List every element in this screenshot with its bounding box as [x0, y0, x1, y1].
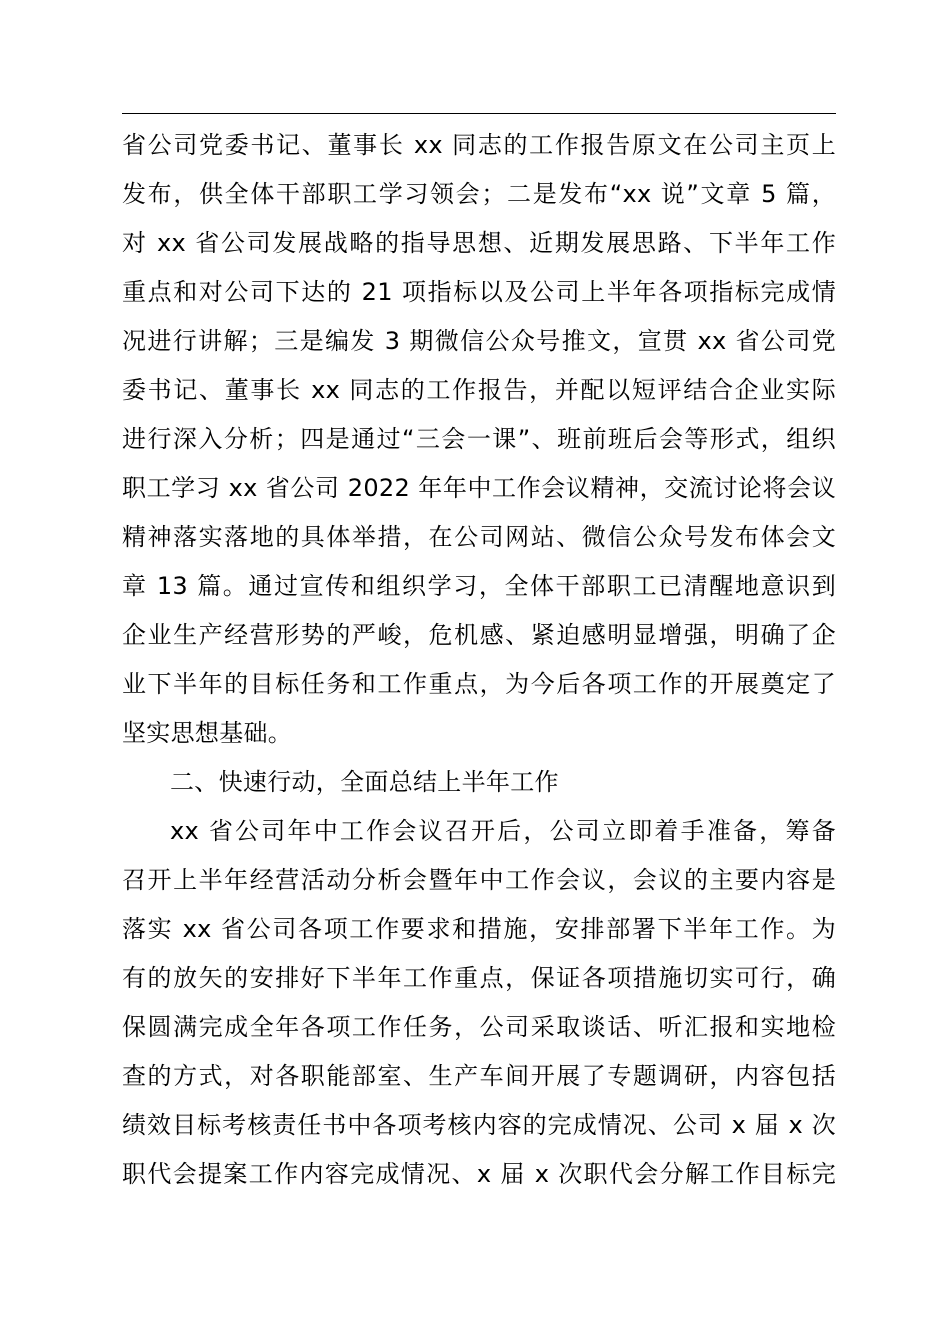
text-line: 业下半年的目标任务和工作重点，为今后各项工作的开展奠定了	[122, 670, 836, 698]
text-line: 召开上半年经营活动分析会暨年中工作会议，会议的主要内容是	[122, 866, 836, 894]
text-line: 对 xx 省公司发展战略的指导思想、近期发展思路、下半年工作	[122, 229, 836, 257]
text-line: 委书记、董事长 xx 同志的工作报告，并配以短评结合企业实际	[122, 376, 836, 404]
text-line: 重点和对公司下达的 21 项指标以及公司上半年各项指标完成情	[122, 278, 836, 306]
section-heading: 二、快速行动，全面总结上半年工作	[170, 768, 559, 796]
text-line: 省公司党委书记、董事长 xx 同志的工作报告原文在公司主页上	[122, 131, 836, 159]
text-line: 进行深入分析；四是通过“三会一课”、班前班后会等形式，组织	[122, 425, 836, 453]
text-line: 有的放矢的安排好下半年工作重点，保证各项措施切实可行，确	[122, 964, 836, 992]
text-line: 发布，供全体干部职工学习领会；二是发布“xx 说”文章 5 篇，	[122, 180, 836, 208]
text-line: 绩效目标考核责任书中各项考核内容的完成情况、公司 x 届 x 次	[122, 1111, 836, 1139]
text-line: 保圆满完成全年各项工作任务，公司采取谈话、听汇报和实地检	[122, 1013, 836, 1041]
text-line: 查的方式，对各职能部室、生产车间开展了专题调研，内容包括	[122, 1062, 836, 1090]
paragraph-1	[122, 121, 836, 758]
header-rule	[122, 113, 836, 114]
text-line: 职工学习 xx 省公司 2022 年年中工作会议精神，交流讨论将会议	[122, 474, 836, 502]
text-line: 章 13 篇。通过宣传和组织学习，全体干部职工已清醒地意识到	[122, 572, 836, 600]
text-line: 落实 xx 省公司各项工作要求和措施，安排部署下半年工作。为	[122, 915, 836, 943]
text-line: 精神落实落地的具体举措，在公司网站、微信公众号发布体会文	[122, 523, 836, 551]
text-line: 坚实思想基础。	[122, 719, 293, 747]
text-line: 企业生产经营形势的严峻，危机感、紧迫感明显增强，明确了企	[122, 621, 836, 649]
text-line: 职代会提案工作内容完成情况、x 届 x 次职代会分解工作目标完	[122, 1160, 836, 1188]
document-body	[122, 121, 836, 1199]
text-line: 况进行讲解；三是编发 3 期微信公众号推文，宣贯 xx 省公司党	[122, 327, 836, 355]
paragraph-2	[122, 807, 836, 1199]
text-line: xx 省公司年中工作会议召开后，公司立即着手准备，筹备	[170, 817, 836, 845]
